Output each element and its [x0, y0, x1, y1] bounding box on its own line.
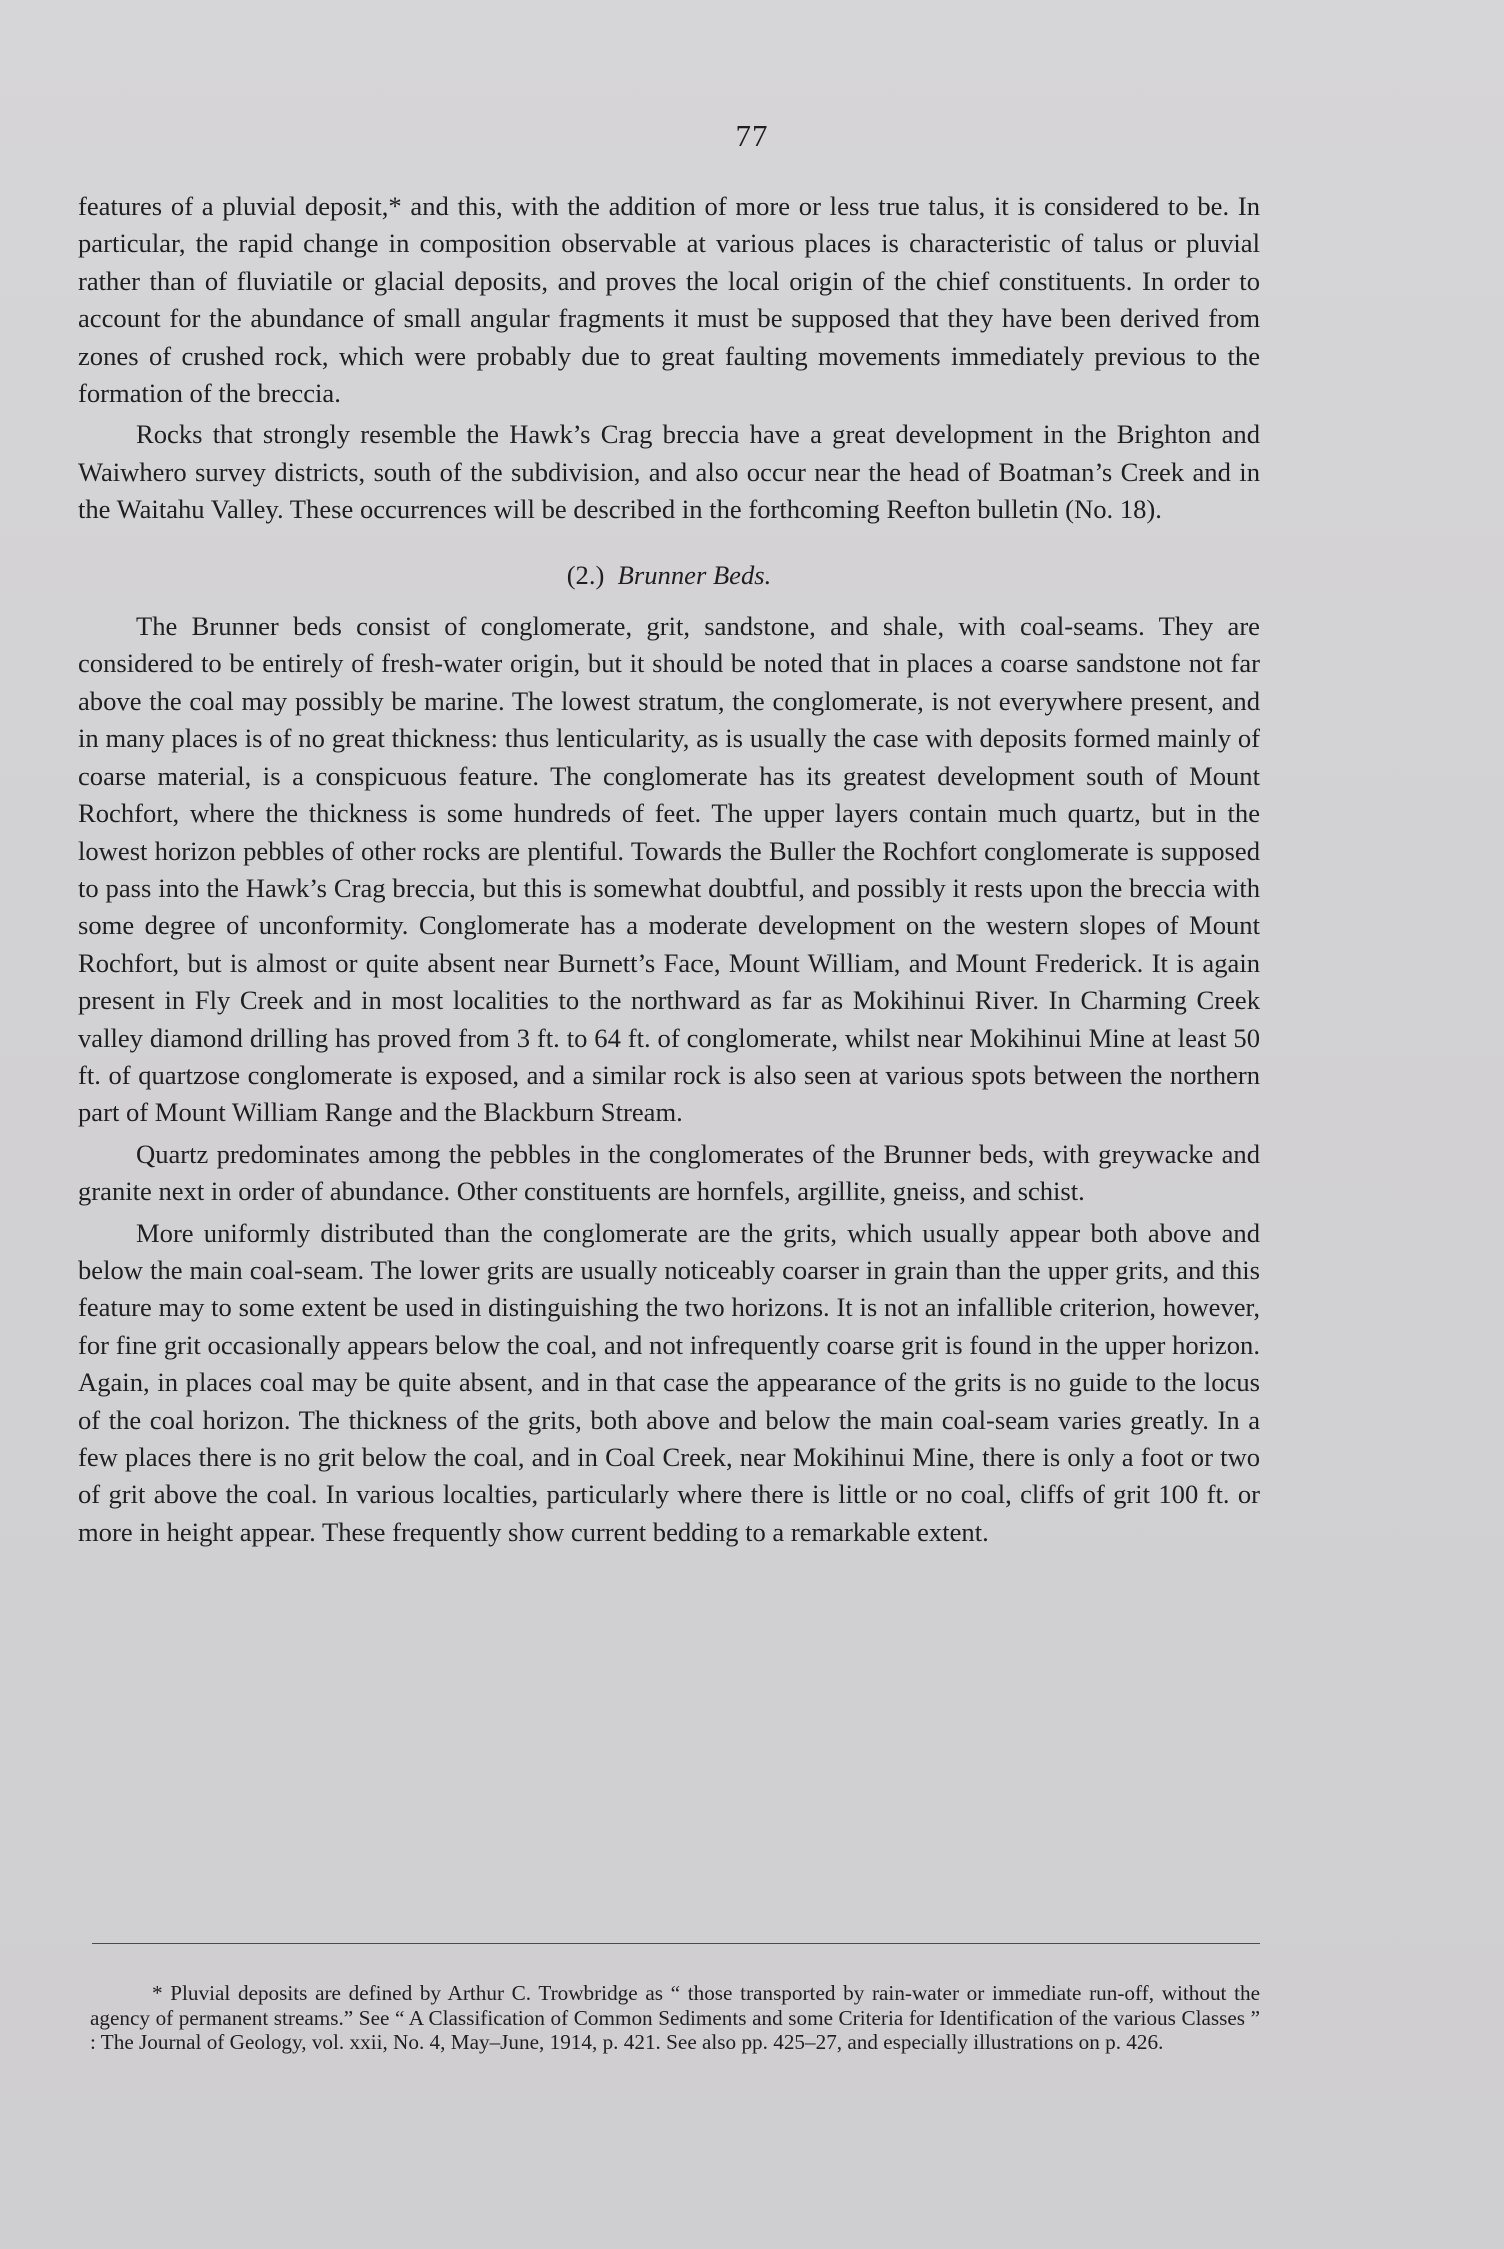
- section-title: Brunner Beds.: [617, 559, 772, 590]
- paragraph-hawks-crag-breccia: Rocks that strongly resemble the Hawk’s Crag breccia have a great development in the Brighton and Waiwhero survey districts, south of the subdivision, and also occur near the head of Boatman’s Creek and in the Waitahu Valley. These occurrences will be described in the forthcoming Reefton bulletin (No. 18).: [78, 419, 1260, 525]
- paragraph-brunner-beds: The Brunner beds consist of conglomerate, grit, sandstone, and shale, with coal-seams. They are considered to be entirely of fresh-water origin, but it should be noted that in places a coarse sandstone not far above the coal may possibly be marine. The lowest stratum, the conglomerate, is not everywhere present, and in many places is of no great thickness: thus lenticularity, as is usually the case with deposits formed mainly of coarse material, is a conspicuous feature. The conglomerate has its greatest development south of Mount Rochfort, where the thickness is some hundreds of feet. The upper layers contain much quartz, but in the lowest horizon pebbles of other rocks are plentiful. Towards the Buller the Rochfort conglomerate is supposed to pass into the Hawk’s Crag breccia, but this is somewhat doubtful, and possibly it rests upon the breccia with some degree of unconformity. Conglomerate has a moderate development on the western slopes of Mount Rochfort, but is almost or quite absent near Burnett’s Face, Mount William, and Mount Frederick. It is again present in Fly Creek and in most localities to the northward as far as Mokihinui River. In Charming Creek valley diamond drilling has proved from 3 ft. to 64 ft. of conglomerate, whilst near Mokihinui Mine at least 50 ft. of quartzose conglomerate is exposed, and a similar rock is also seen at various spots between the northern part of Mount William Range and the Blackburn Stream.: [78, 611, 1260, 1128]
- body-text: [78, 188, 1260, 1551]
- paragraph-quartz-pebbles: Quartz predominates among the pebbles in the conglomerates of the Brunner beds, with greywacke and granite next in order of abundance. Other constituents are hornfels, argillite, gneiss, and schist.: [78, 1138, 1260, 1207]
- section-heading: [78, 557, 1260, 594]
- footnote: * Pluvial deposits are defined by Arthur C. Trowbridge as “ those transported by rain-water or immediate run-off, without the agency of permanent streams.” See “ A Classification of Common Sediments and some Criteria for Identification of the various Classes ” : The Journal of Geology, vol. xxii, No. 4, May–June, 1914, p. 421. See also pp. 425–27, and especially illustrations on p. 426.: [90, 1981, 1260, 2054]
- page-number: 77: [735, 118, 769, 153]
- paragraph-grits: More uniformly distributed than the conglomerate are the grits, which usually appear both above and below the main coal-seam. The lower grits are usually noticeably coarser in grain than the upper grits, and this feature may to some extent be used in distinguishing the two horizons. It is not an infallible criterion, however, for fine grit occasionally appears below the coal, and not infrequently coarse grit is found in the upper horizon. Again, in places coal may be quite absent, and in that case the appearance of the grits is no guide to the locus of the coal horizon. The thickness of the grits, both above and below the main coal-seam varies greatly. In a few places there is no grit below the coal, and in Coal Creek, near Mokihinui Mine, there is only a foot or two of grit above the coal. In various localties, particularly where there is little or no coal, cliffs of grit 100 ft. or more in height appear. These frequently show current bedding to a remarkable extent.: [78, 1217, 1260, 1547]
- paragraph-pluvial-deposit: features of a pluvial deposit,* and this, with the addition of more or less true talus, it is considered to be. In particular, the rapid change in composition observable at various places is characteristic of talus or pluvial rather than of fluviatile or glacial deposits, and proves the local origin of the chief constituents. In order to account for the abundance of small angular fragments it must be supposed that they have been derived from zones of crushed rock, which were probably due to great faulting movements immediately previous to the formation of the breccia.: [78, 191, 1260, 409]
- section-number: (2.): [566, 559, 605, 590]
- footnote-divider: [92, 1943, 1260, 1944]
